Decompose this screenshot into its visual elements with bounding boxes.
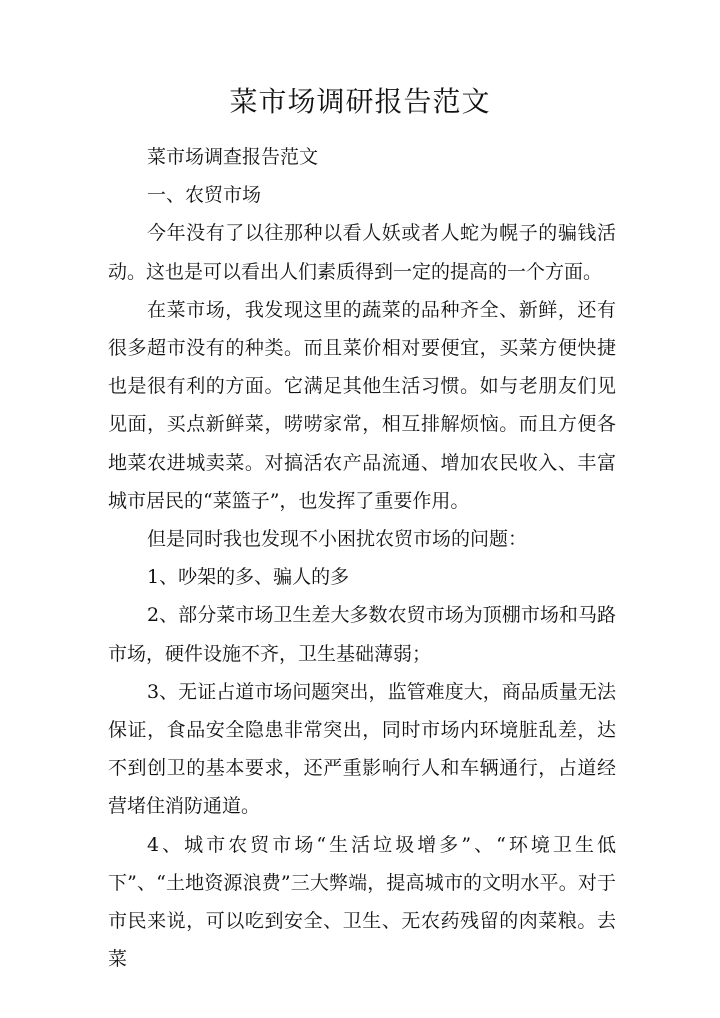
document-body [108, 138, 616, 978]
list-item: 2、部分菜市场卫生差大多数农贸市场为顶棚市场和马路市场，硬件设施不齐，卫生基础薄弱； [108, 604, 616, 665]
paragraph: 但是同时我也发现不小困扰农贸市场的问题： [147, 528, 528, 551]
paragraph-section-heading: 一、农贸市场 [147, 184, 262, 207]
paragraph-subtitle: 菜市场调查报告范文 [147, 146, 319, 168]
paragraph: 今年没有了以往那种以看人妖或者人蛇为幌子的骗钱活动。这也是可以看出人们素质得到一定的提高的一个方面。 [108, 222, 616, 283]
list-item: 1、吵架的多、骗人的多 [147, 566, 350, 589]
paragraph: 在菜市场，我发现这里的蔬菜的品种齐全、新鲜，还有很多超市没有的种类。而且菜价相对要便宜，买菜方便快捷也是很有利的方面。它满足其他生活习惯。如与老朋友们见见面，买点新鲜菜，唠唠家常，相互排解烦恼。而且方便各地菜农进城卖菜。对搞活农产品流通、增加农民收入、丰富城市居民的“菜篮子”，也发挥了重要作用。 [108, 298, 616, 512]
list-item: 3、无证占道市场问题突出，监管难度大，商品质量无法保证，食品安全隐患非常突出，同时市场内环境脏乱差，达不到创卫的基本要求，还严重影响行人和车辆通行，占道经营堵住消防通道。 [108, 680, 616, 818]
list-item: 4、城市农贸市场“生活垃圾增多”、“环境卫生低下”、“土地资源浪费”三大弊端，提高城市的文明水平。对于市民来说，可以吃到安全、卫生、无农药残留的肉菜粮。去菜 [108, 833, 616, 971]
document-title: 菜市场调研报告范文 [229, 85, 491, 118]
